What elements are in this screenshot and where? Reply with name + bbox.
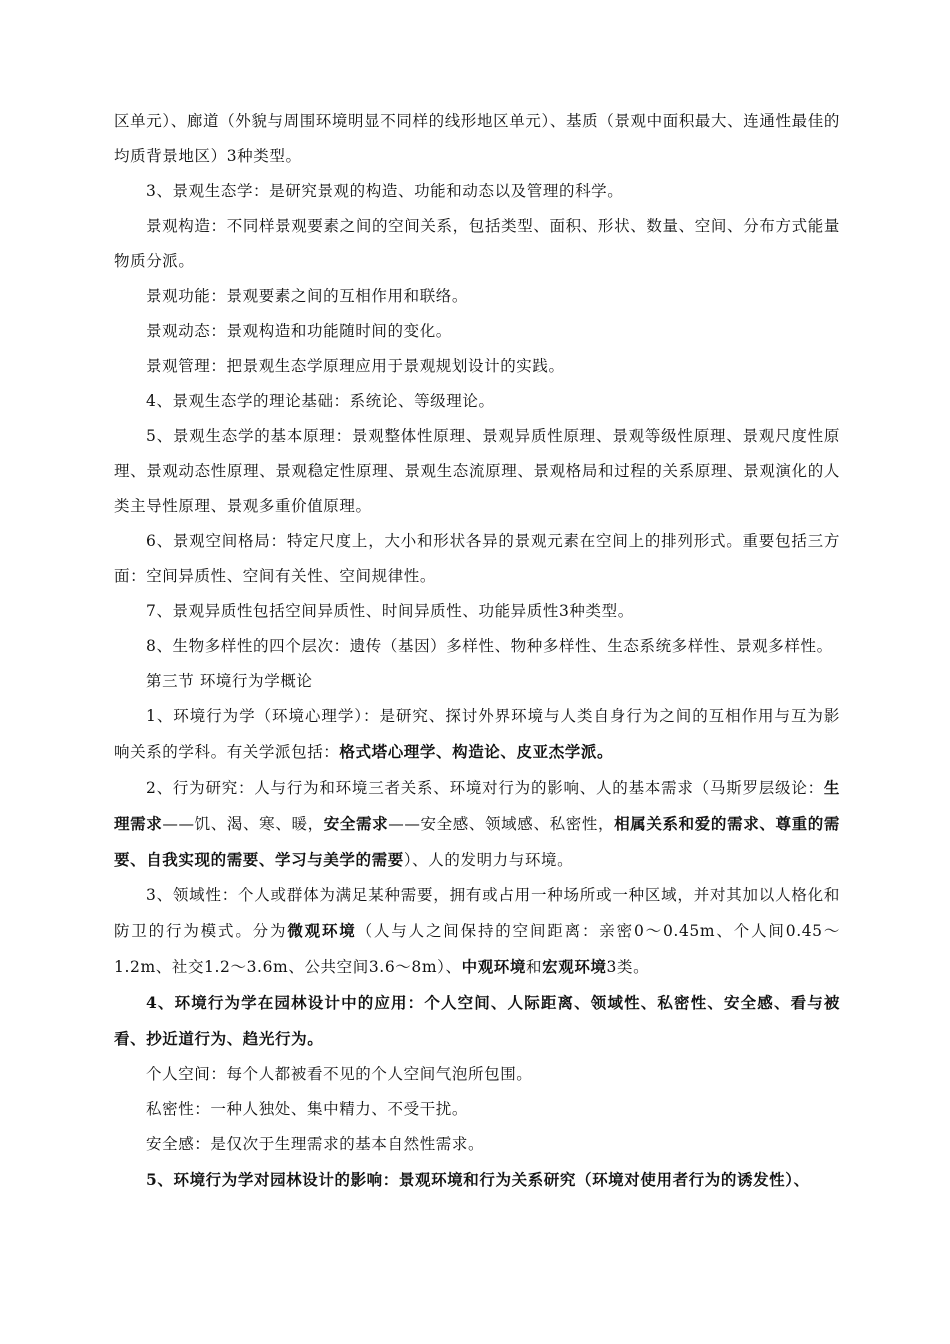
paragraph-1: 区单元）、廊道（外貌与周围环境明显不同样的线形地区单元）、基质（景观中面积最大、连通性最佳的均质背景地区）3种类型。 — [114, 112, 840, 165]
paragraph-4: 景观功能：景观要素之间的互相作用和联络。 — [146, 287, 469, 305]
paragraph-13: 1、环境行为学（环境心理学）：是研究、探讨外界环境与人类自身行为之间的互相作用与互为影响关系的学科。有关学派包括：格式塔心理学、构造论、皮亚杰学派。 — [114, 707, 840, 761]
paragraph-16: 4、环境行为学在园林设计中的应用：个人空间、人际距离、领域性、私密性、安全感、看与被看、抄近道行为、趋光行为。 — [114, 993, 840, 1048]
document-body — [114, 104, 840, 1198]
paragraph-18: 私密性：一种人独处、集中精力、不受干扰。 — [146, 1100, 469, 1118]
paragraph-15: 3、领域性：个人或群体为满足某种需要，拥有或占用一种场所或一种区域，并对其加以人格化和防卫的行为模式。分为微观环境（人与人之间保持的空间距离：亲密0～0.45m、个人间0.45～1.2m、社交1.2～3.6m、公共空间3.6～8m）、中观环境和宏观环境3类。 — [114, 886, 840, 976]
paragraph-5: 景观动态：景观构造和功能随时间的变化。 — [146, 322, 452, 340]
paragraph-20: 5、环境行为学对园林设计的影响：景观环境和行为关系研究（环境对使用者行为的诱发性）、 — [146, 1170, 810, 1189]
paragraph-11: 8、生物多样性的四个层次：遗传（基因）多样性、物种多样性、生态系统多样性、景观多样性。 — [146, 637, 833, 655]
paragraph-6: 景观管理：把景观生态学原理应用于景观规划设计的实践。 — [146, 357, 565, 375]
paragraph-14: 2、行为研究：人与行为和环境三者关系、环境对行为的影响、人的基本需求（马斯罗层级论：生理需求——饥、渴、寒、暖，安全需求——安全感、领域感、私密性，相属关系和爱的需求、尊重的需要、自我实现的需要、学习与美学的需要）、人的发明力与环境。 — [114, 778, 840, 869]
paragraph-17: 个人空间：每个人都被看不见的个人空间气泡所包围。 — [146, 1065, 533, 1083]
paragraph-10: 7、景观异质性包括空间异质性、时间异质性、功能异质性3种类型。 — [146, 602, 634, 620]
paragraph-8: 5、景观生态学的基本原理：景观整体性原理、景观异质性原理、景观等级性原理、景观尺度性原理、景观动态性原理、景观稳定性原理、景观生态流原理、景观格局和过程的关系原理、景观演化的人类主导性原理、景观多重价值原理。 — [114, 427, 840, 515]
paragraph-3: 景观构造：不同样景观要素之间的空间关系，包括类型、面积、形状、数量、空间、分布方式能量物质分派。 — [114, 217, 840, 270]
paragraph-19: 安全感：是仅次于生理需求的基本自然性需求。 — [146, 1135, 485, 1153]
paragraph-9: 6、景观空间格局：特定尺度上，大小和形状各异的景观元素在空间上的排列形式。重要包括三方面：空间异质性、空间有关性、空间规律性。 — [114, 532, 840, 585]
paragraph-2: 3、景观生态学：是研究景观的构造、功能和动态以及管理的科学。 — [146, 182, 624, 200]
section-heading: 第三节 环境行为学概论 — [146, 672, 313, 690]
paragraph-7: 4、景观生态学的理论基础：系统论、等级理论。 — [146, 392, 495, 410]
